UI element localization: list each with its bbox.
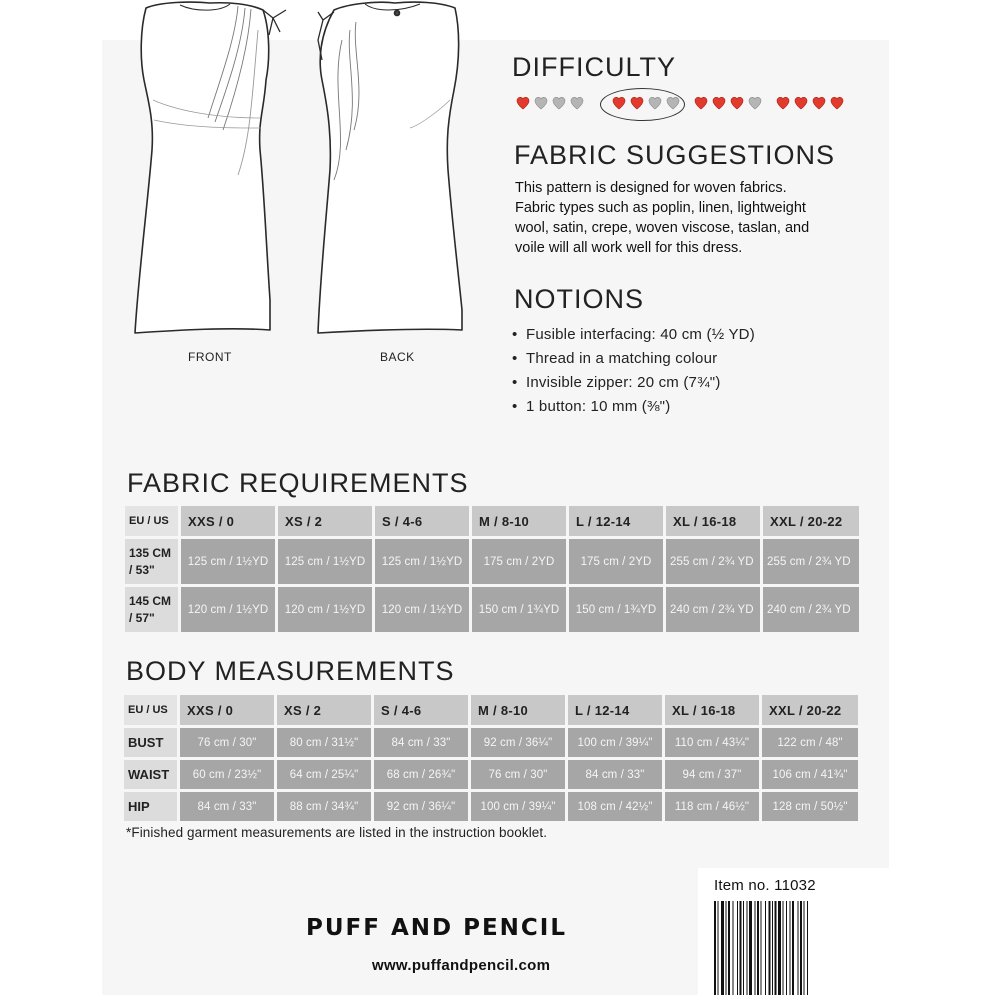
barcode-bar bbox=[804, 901, 805, 995]
table-cell: 120 cm / 1½YD bbox=[181, 587, 275, 632]
item-number: Item no. 11032 bbox=[714, 877, 816, 894]
size-header: L / 12-14 bbox=[569, 506, 663, 536]
fabric-suggestions-line: wool, satin, crepe, woven viscose, taslan, and bbox=[515, 220, 810, 236]
body-measurements-table bbox=[121, 692, 861, 824]
size-header: M / 8-10 bbox=[472, 506, 566, 536]
table-cell: 84 cm / 33" bbox=[568, 760, 662, 789]
bullet: • bbox=[512, 350, 518, 367]
size-header: S / 4-6 bbox=[375, 506, 469, 536]
notions-item-text: Fusible interfacing: 40 cm (½ YD) bbox=[526, 326, 755, 343]
difficulty-level-3 bbox=[694, 96, 766, 115]
size-header: XS / 2 bbox=[278, 506, 372, 536]
fabric-suggestions-text bbox=[515, 178, 809, 258]
table-cell: 122 cm / 48" bbox=[762, 728, 858, 757]
notions-item-text: Invisible zipper: 20 cm (7¾") bbox=[526, 374, 721, 391]
difficulty-selected-oval bbox=[600, 88, 685, 121]
fabric-suggestions-line: Fabric types such as poplin, linen, lightweight bbox=[515, 200, 806, 216]
table-cell: 80 cm / 31½" bbox=[277, 728, 371, 757]
table-cell: 92 cm / 36¼" bbox=[471, 728, 565, 757]
fabric-width-label bbox=[125, 587, 178, 632]
measurement-label: BUST bbox=[124, 728, 177, 757]
table-cell: 255 cm / 2¾ YD bbox=[763, 539, 859, 584]
barcode bbox=[714, 901, 882, 995]
table-cell: 120 cm / 1½YD bbox=[375, 587, 469, 632]
heart-filled-icon bbox=[812, 96, 826, 110]
table-cell: 255 cm / 2¾ YD bbox=[666, 539, 760, 584]
barcode-bar bbox=[772, 901, 773, 995]
notions-list bbox=[512, 323, 755, 419]
table-cell: 240 cm / 2¾ YD bbox=[666, 587, 760, 632]
barcode-bar bbox=[755, 901, 756, 995]
heart-filled-icon bbox=[776, 96, 790, 110]
table-cell: 125 cm / 1½YD bbox=[181, 539, 275, 584]
fabric-suggestions-line: This pattern is designed for woven fabrics. bbox=[515, 180, 787, 196]
heart-filled-icon bbox=[694, 96, 708, 110]
measurement-label: WAIST bbox=[124, 760, 177, 789]
table-cell: 118 cm / 46½" bbox=[665, 792, 759, 821]
notions-item bbox=[512, 323, 755, 347]
difficulty-level-4 bbox=[776, 96, 848, 115]
table-cell: 94 cm / 37" bbox=[665, 760, 759, 789]
brand-name: PUFF AND PENCIL bbox=[306, 915, 568, 941]
table-cell: 108 cm / 42½" bbox=[568, 792, 662, 821]
barcode-bar bbox=[786, 901, 787, 995]
table-cell: 120 cm / 1½YD bbox=[278, 587, 372, 632]
barcode-bar bbox=[714, 901, 716, 995]
fabric-requirements-table bbox=[122, 503, 862, 635]
barcode-bar bbox=[721, 901, 724, 995]
barcode-bar bbox=[790, 901, 791, 995]
barcode-bar bbox=[800, 901, 802, 995]
difficulty-level-1 bbox=[516, 96, 588, 115]
barcode-bar bbox=[769, 901, 771, 995]
table-cell: 110 cm / 43¼" bbox=[665, 728, 759, 757]
size-header: XXL / 20-22 bbox=[762, 695, 858, 725]
size-header: XXS / 0 bbox=[180, 695, 274, 725]
table-cell: 150 cm / 1¾YD bbox=[472, 587, 566, 632]
heart-filled-icon bbox=[516, 96, 530, 110]
table-header-row bbox=[124, 695, 858, 725]
heart-filled-icon bbox=[712, 96, 726, 110]
heart-filled-icon bbox=[794, 96, 808, 110]
size-header: XL / 16-18 bbox=[666, 506, 760, 536]
size-header: S / 4-6 bbox=[374, 695, 468, 725]
barcode-bar bbox=[783, 901, 784, 995]
notions-item bbox=[512, 347, 755, 371]
heart-empty-icon bbox=[552, 96, 566, 110]
table-row bbox=[125, 587, 859, 632]
fabric-width-in: / 53" bbox=[129, 562, 155, 577]
dress-illustration bbox=[120, 0, 480, 345]
size-header: M / 8-10 bbox=[471, 695, 565, 725]
fabric-requirements-title: FABRIC REQUIREMENTS bbox=[127, 468, 469, 498]
back-view-label: BACK bbox=[380, 350, 415, 364]
barcode-bar bbox=[792, 901, 794, 995]
measurement-label: HIP bbox=[124, 792, 177, 821]
table-cell: 125 cm / 1½YD bbox=[375, 539, 469, 584]
bullet: • bbox=[512, 398, 518, 415]
barcode-bar bbox=[737, 901, 738, 995]
heart-empty-icon bbox=[534, 96, 548, 110]
notions-item-text: 1 button: 10 mm (⅜") bbox=[526, 398, 671, 415]
size-header: L / 12-14 bbox=[568, 695, 662, 725]
table-cell: 92 cm / 36¼" bbox=[374, 792, 468, 821]
difficulty-title: DIFFICULTY bbox=[512, 52, 676, 82]
barcode-bar bbox=[718, 901, 719, 995]
fabric-width-label bbox=[125, 539, 178, 584]
barcode-bar bbox=[740, 901, 742, 995]
barcode-bar bbox=[757, 901, 759, 995]
table-row bbox=[124, 760, 858, 789]
table-cell: 76 cm / 30" bbox=[471, 760, 565, 789]
table-cell: 175 cm / 2YD bbox=[569, 539, 663, 584]
barcode-bar bbox=[749, 901, 752, 995]
barcode-bar bbox=[743, 901, 744, 995]
table-header-row bbox=[125, 506, 859, 536]
table-cell: 128 cm / 50½" bbox=[762, 792, 858, 821]
barcode-bar bbox=[778, 901, 781, 995]
barcode-bar bbox=[775, 901, 777, 995]
barcode-bar bbox=[765, 901, 766, 995]
front-dress-drawing bbox=[135, 2, 286, 333]
barcode-bar bbox=[798, 901, 799, 995]
table-row bbox=[125, 539, 859, 584]
heart-filled-icon bbox=[830, 96, 844, 110]
back-dress-drawing bbox=[318, 2, 462, 333]
table-corner-label: EU / US bbox=[124, 695, 177, 725]
website-url: www.puffandpencil.com bbox=[372, 957, 551, 974]
table-row bbox=[124, 792, 858, 821]
front-view-label: FRONT bbox=[188, 350, 232, 364]
notions-item bbox=[512, 371, 755, 395]
table-cell: 125 cm / 1½YD bbox=[278, 539, 372, 584]
table-cell: 240 cm / 2¾ YD bbox=[763, 587, 859, 632]
footnote: *Finished garment measurements are listed in the instruction booklet. bbox=[126, 825, 548, 840]
table-cell: 68 cm / 26¾" bbox=[374, 760, 468, 789]
table-cell: 60 cm / 23½" bbox=[180, 760, 274, 789]
barcode-bar bbox=[726, 901, 727, 995]
table-cell: 175 cm / 2YD bbox=[472, 539, 566, 584]
table-cell: 106 cm / 41¾" bbox=[762, 760, 858, 789]
table-cell: 150 cm / 1¾YD bbox=[569, 587, 663, 632]
notions-title: NOTIONS bbox=[514, 284, 645, 314]
heart-filled-icon bbox=[730, 96, 744, 110]
fabric-width-cm: 135 CM bbox=[129, 545, 172, 560]
heart-empty-icon bbox=[570, 96, 584, 110]
notions-item bbox=[512, 395, 755, 419]
table-row bbox=[124, 728, 858, 757]
size-header: XXS / 0 bbox=[181, 506, 275, 536]
table-cell: 84 cm / 33" bbox=[180, 792, 274, 821]
barcode-bar bbox=[728, 901, 730, 995]
fabric-width-in: / 57" bbox=[129, 610, 155, 625]
table-cell: 88 cm / 34¾" bbox=[277, 792, 371, 821]
size-header: XS / 2 bbox=[277, 695, 371, 725]
size-header: XL / 16-18 bbox=[665, 695, 759, 725]
table-cell: 84 cm / 33" bbox=[374, 728, 468, 757]
fabric-suggestions-line: voile will all work well for this dress. bbox=[515, 240, 743, 256]
table-cell: 76 cm / 30" bbox=[180, 728, 274, 757]
bullet: • bbox=[512, 374, 518, 391]
difficulty-rating bbox=[516, 96, 856, 120]
barcode-bar bbox=[733, 901, 734, 995]
body-measurements-title: BODY MEASUREMENTS bbox=[126, 656, 455, 686]
barcode-bar bbox=[747, 901, 748, 995]
table-cell: 100 cm / 39¼" bbox=[568, 728, 662, 757]
table-cell: 100 cm / 39¼" bbox=[471, 792, 565, 821]
table-corner-label: EU / US bbox=[125, 506, 178, 536]
size-header: XXL / 20-22 bbox=[763, 506, 859, 536]
bullet: • bbox=[512, 326, 518, 343]
notions-item-text: Thread in a matching colour bbox=[526, 350, 718, 367]
table-cell: 64 cm / 25¼" bbox=[277, 760, 371, 789]
barcode-bar bbox=[807, 901, 808, 995]
heart-empty-icon bbox=[748, 96, 762, 110]
fabric-suggestions-title: FABRIC SUGGESTIONS bbox=[514, 140, 836, 170]
item-number-box bbox=[698, 868, 891, 995]
fabric-width-cm: 145 CM bbox=[129, 593, 172, 608]
barcode-bar bbox=[761, 901, 762, 995]
